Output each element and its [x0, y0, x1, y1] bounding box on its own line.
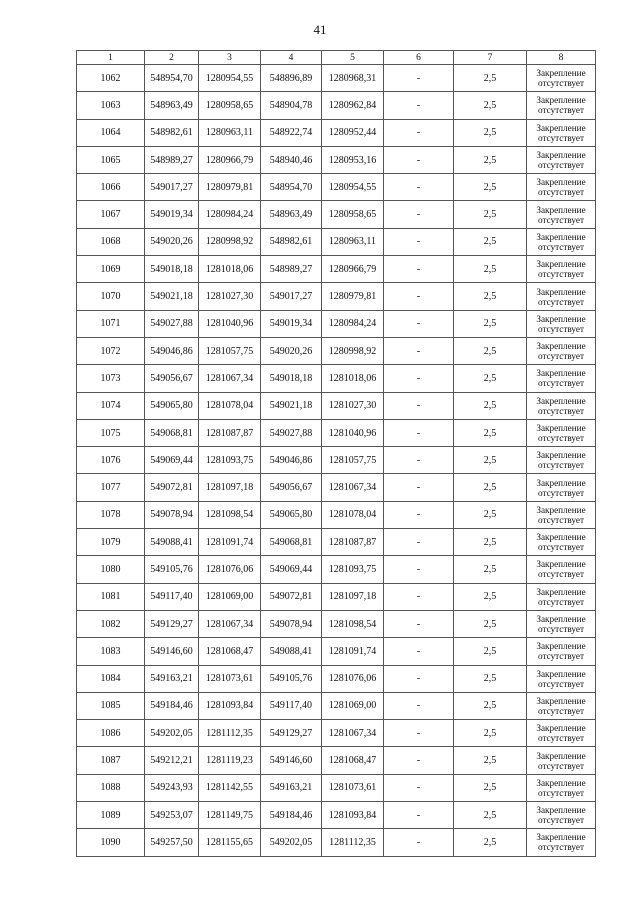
table-cell: 1281098,54	[199, 501, 261, 528]
table-cell: 549017,27	[145, 174, 199, 201]
table-cell: -	[384, 419, 454, 446]
table-row	[77, 556, 596, 583]
table-cell: 1280966,79	[199, 146, 261, 173]
table-cell: Закрепление отсутствует	[527, 392, 596, 419]
table-cell: 1281093,84	[199, 692, 261, 719]
table-row	[77, 92, 596, 119]
table-cell: 549027,88	[261, 419, 322, 446]
table-cell: 2,5	[454, 692, 527, 719]
table-cell: 1081	[77, 583, 145, 610]
table-cell: 2,5	[454, 447, 527, 474]
table-cell: 1280952,44	[322, 119, 384, 146]
table-row	[77, 65, 596, 92]
table-row	[77, 447, 596, 474]
table-cell: 2,5	[454, 638, 527, 665]
table-cell: 549202,05	[261, 829, 322, 856]
table-cell: -	[384, 665, 454, 692]
table-cell: 549046,86	[261, 447, 322, 474]
table-row	[77, 119, 596, 146]
column-header: 4	[261, 51, 322, 65]
table-cell: 1280984,24	[199, 201, 261, 228]
table-row	[77, 310, 596, 337]
table-cell: 549019,34	[145, 201, 199, 228]
table-cell: Закрепление отсутствует	[527, 774, 596, 801]
table-cell: Закрепление отсутствует	[527, 665, 596, 692]
table-cell: -	[384, 119, 454, 146]
table-cell: 549072,81	[145, 474, 199, 501]
table-cell: Закрепление отсутствует	[527, 283, 596, 310]
table-cell: 1077	[77, 474, 145, 501]
table-cell: Закрепление отсутствует	[527, 802, 596, 829]
table-cell: 1083	[77, 638, 145, 665]
table-cell: 2,5	[454, 65, 527, 92]
table-cell: 1088	[77, 774, 145, 801]
table-cell: 1280966,79	[322, 256, 384, 283]
table-cell: 548982,61	[261, 228, 322, 255]
table-cell: 548989,27	[261, 256, 322, 283]
table-cell: 1281087,87	[199, 419, 261, 446]
table-cell: 549163,21	[145, 665, 199, 692]
table-cell: -	[384, 174, 454, 201]
table-cell: 1281027,30	[322, 392, 384, 419]
table-cell: 548963,49	[145, 92, 199, 119]
table-cell: 1281067,34	[322, 720, 384, 747]
table-cell: 549068,81	[145, 419, 199, 446]
table-row	[77, 774, 596, 801]
table-cell: -	[384, 228, 454, 255]
table-cell: 548982,61	[145, 119, 199, 146]
table-cell: Закрепление отсутствует	[527, 256, 596, 283]
table-cell: -	[384, 283, 454, 310]
table-cell: -	[384, 556, 454, 583]
table-cell: 549184,46	[145, 692, 199, 719]
table-cell: 1281078,04	[322, 501, 384, 528]
table-cell: 1280954,55	[199, 65, 261, 92]
table-cell: 1085	[77, 692, 145, 719]
table-cell: 549046,86	[145, 337, 199, 364]
table-cell: 549017,27	[261, 283, 322, 310]
table-cell: 1068	[77, 228, 145, 255]
table-cell: Закрепление отсутствует	[527, 583, 596, 610]
table-row	[77, 174, 596, 201]
table-cell: 1281093,75	[322, 556, 384, 583]
table-cell: 549078,94	[145, 501, 199, 528]
table-row	[77, 829, 596, 856]
table-cell: 1280979,81	[322, 283, 384, 310]
table-cell: 1281142,55	[199, 774, 261, 801]
table-cell: 1071	[77, 310, 145, 337]
table-cell: 1089	[77, 802, 145, 829]
table-cell: Закрепление отсутствует	[527, 474, 596, 501]
coordinates-table	[76, 50, 596, 857]
table-cell: 549069,44	[145, 447, 199, 474]
table-cell: 549020,26	[261, 337, 322, 364]
table-cell: 549202,05	[145, 720, 199, 747]
table-cell: 2,5	[454, 310, 527, 337]
table-cell: 1280962,84	[322, 92, 384, 119]
column-header: 5	[322, 51, 384, 65]
table-cell: -	[384, 829, 454, 856]
table-cell: Закрепление отсутствует	[527, 228, 596, 255]
table-cell: 1280968,31	[322, 65, 384, 92]
column-header: 3	[199, 51, 261, 65]
table-cell: -	[384, 529, 454, 556]
table-cell: 1281093,75	[199, 447, 261, 474]
table-cell: 1281093,84	[322, 802, 384, 829]
table-cell: 549088,41	[145, 529, 199, 556]
table-cell: 549020,26	[145, 228, 199, 255]
table-cell: Закрепление отсутствует	[527, 638, 596, 665]
table-cell: Закрепление отсутствует	[527, 92, 596, 119]
table-cell: 1281097,18	[199, 474, 261, 501]
table-cell: Закрепление отсутствует	[527, 365, 596, 392]
table-cell: 1067	[77, 201, 145, 228]
column-header: 8	[527, 51, 596, 65]
table-cell: 2,5	[454, 610, 527, 637]
table-row	[77, 201, 596, 228]
table-cell: 549056,67	[261, 474, 322, 501]
table-cell: -	[384, 802, 454, 829]
table-cell: -	[384, 92, 454, 119]
table-row	[77, 365, 596, 392]
table-cell: 1086	[77, 720, 145, 747]
table-cell: 1066	[77, 174, 145, 201]
table-row	[77, 501, 596, 528]
table-cell: 1063	[77, 92, 145, 119]
table-cell: 1072	[77, 337, 145, 364]
table-cell: 1062	[77, 65, 145, 92]
table-cell: 549129,27	[145, 610, 199, 637]
table-cell: 549018,18	[261, 365, 322, 392]
table-cell: 2,5	[454, 419, 527, 446]
table-cell: 1281155,65	[199, 829, 261, 856]
table-cell: 1280953,16	[322, 146, 384, 173]
table-cell: -	[384, 474, 454, 501]
table-cell: Закрепление отсутствует	[527, 829, 596, 856]
table-cell: 1280998,92	[199, 228, 261, 255]
table-cell: 1281057,75	[322, 447, 384, 474]
table-cell: 2,5	[454, 529, 527, 556]
table-cell: 2,5	[454, 228, 527, 255]
table-cell: -	[384, 501, 454, 528]
table-cell: 549184,46	[261, 802, 322, 829]
table-cell: 2,5	[454, 174, 527, 201]
table-cell: 1280963,11	[199, 119, 261, 146]
table-cell: 2,5	[454, 556, 527, 583]
table-cell: 2,5	[454, 774, 527, 801]
table-cell: Закрепление отсутствует	[527, 447, 596, 474]
table-cell: 548904,78	[261, 92, 322, 119]
table-cell: 1070	[77, 283, 145, 310]
table-cell: 1280958,65	[199, 92, 261, 119]
table-cell: 549105,76	[261, 665, 322, 692]
table-cell: Закрепление отсутствует	[527, 720, 596, 747]
table-cell: 548922,74	[261, 119, 322, 146]
table-cell: 1281098,54	[322, 610, 384, 637]
table-cell: 2,5	[454, 365, 527, 392]
table-cell: 1069	[77, 256, 145, 283]
table-cell: Закрепление отсутствует	[527, 419, 596, 446]
table-cell: 2,5	[454, 146, 527, 173]
table-cell: 549068,81	[261, 529, 322, 556]
table-cell: 1281057,75	[199, 337, 261, 364]
table-row	[77, 638, 596, 665]
table-cell: 549257,50	[145, 829, 199, 856]
table-cell: 549027,88	[145, 310, 199, 337]
table-cell: 1281091,74	[322, 638, 384, 665]
table-cell: 549078,94	[261, 610, 322, 637]
table-header-row	[77, 51, 596, 65]
table-cell: 2,5	[454, 256, 527, 283]
table-cell: 2,5	[454, 720, 527, 747]
table-cell: 549253,07	[145, 802, 199, 829]
table-cell: 1281068,47	[199, 638, 261, 665]
table-cell: 1080	[77, 556, 145, 583]
table-cell: 1280963,11	[322, 228, 384, 255]
page-number: 41	[313, 22, 327, 37]
table-cell: 2,5	[454, 392, 527, 419]
table-cell: -	[384, 201, 454, 228]
table-cell: Закрепление отсутствует	[527, 65, 596, 92]
table-row	[77, 256, 596, 283]
table-cell: 548896,89	[261, 65, 322, 92]
table-cell: 548963,49	[261, 201, 322, 228]
table-cell: 549018,18	[145, 256, 199, 283]
table-row	[77, 474, 596, 501]
table-cell: 1076	[77, 447, 145, 474]
table-body	[77, 65, 596, 857]
table-cell: Закрепление отсутствует	[527, 556, 596, 583]
table-cell: 1281149,75	[199, 802, 261, 829]
table-cell: 2,5	[454, 501, 527, 528]
table-row	[77, 529, 596, 556]
table-cell: -	[384, 310, 454, 337]
table-cell: 549056,67	[145, 365, 199, 392]
table-cell: 1078	[77, 501, 145, 528]
table-cell: 2,5	[454, 665, 527, 692]
table-cell: 549212,21	[145, 747, 199, 774]
table-cell: 1281027,30	[199, 283, 261, 310]
table-cell: 549146,60	[145, 638, 199, 665]
table-cell: 1281069,00	[199, 583, 261, 610]
table-cell: 1090	[77, 829, 145, 856]
table-row	[77, 665, 596, 692]
table-cell: 548954,70	[145, 65, 199, 92]
table-cell: -	[384, 337, 454, 364]
table-cell: 549069,44	[261, 556, 322, 583]
table-row	[77, 747, 596, 774]
table-cell: -	[384, 65, 454, 92]
table-cell: 1280958,65	[322, 201, 384, 228]
table-cell: 548940,46	[261, 146, 322, 173]
table-cell: 1065	[77, 146, 145, 173]
table-cell: 2,5	[454, 92, 527, 119]
table-cell: 549163,21	[261, 774, 322, 801]
table-row	[77, 802, 596, 829]
table-cell: 549117,40	[145, 583, 199, 610]
table-cell: 1281119,23	[199, 747, 261, 774]
table-cell: 2,5	[454, 829, 527, 856]
table-cell: 1281112,35	[322, 829, 384, 856]
table-cell: 2,5	[454, 283, 527, 310]
table-cell: 1281076,06	[199, 556, 261, 583]
table-cell: -	[384, 692, 454, 719]
table-cell: 2,5	[454, 583, 527, 610]
table-cell: 549019,34	[261, 310, 322, 337]
table-cell: 549146,60	[261, 747, 322, 774]
table-cell: -	[384, 392, 454, 419]
table-cell: 1281078,04	[199, 392, 261, 419]
table-cell: Закрепление отсутствует	[527, 692, 596, 719]
table-cell: 549243,93	[145, 774, 199, 801]
table-cell: 1079	[77, 529, 145, 556]
table-cell: 1281018,06	[199, 256, 261, 283]
table-cell: 1281087,87	[322, 529, 384, 556]
table-cell: 548954,70	[261, 174, 322, 201]
column-header: 1	[77, 51, 145, 65]
table-row	[77, 610, 596, 637]
table-cell: 549129,27	[261, 720, 322, 747]
table-row	[77, 583, 596, 610]
table-cell: 549072,81	[261, 583, 322, 610]
table-row	[77, 392, 596, 419]
table-row	[77, 283, 596, 310]
table-cell: 2,5	[454, 802, 527, 829]
table-cell: 549088,41	[261, 638, 322, 665]
table-cell: -	[384, 747, 454, 774]
table-cell: 2,5	[454, 201, 527, 228]
table-cell: Закрепление отсутствует	[527, 529, 596, 556]
column-header: 7	[454, 51, 527, 65]
column-header: 2	[145, 51, 199, 65]
table-row	[77, 337, 596, 364]
table-cell: 1281069,00	[322, 692, 384, 719]
table-cell: 548989,27	[145, 146, 199, 173]
table-cell: 1281073,61	[322, 774, 384, 801]
table-cell: 1087	[77, 747, 145, 774]
table-cell: -	[384, 447, 454, 474]
table-cell: -	[384, 720, 454, 747]
table-cell: 1281040,96	[199, 310, 261, 337]
table-cell: 1280979,81	[199, 174, 261, 201]
table-cell: Закрепление отсутствует	[527, 201, 596, 228]
table-row	[77, 720, 596, 747]
table-cell: -	[384, 638, 454, 665]
table-cell: 1281091,74	[199, 529, 261, 556]
table-cell: Закрепление отсутствует	[527, 610, 596, 637]
table-cell: 1281067,34	[199, 610, 261, 637]
table-cell: 1074	[77, 392, 145, 419]
table-cell: Закрепление отсутствует	[527, 146, 596, 173]
table-cell: -	[384, 256, 454, 283]
table-cell: -	[384, 583, 454, 610]
table-row	[77, 419, 596, 446]
table-cell: 2,5	[454, 747, 527, 774]
table-cell: 1281112,35	[199, 720, 261, 747]
table-cell: 1280984,24	[322, 310, 384, 337]
table-cell: 549021,18	[145, 283, 199, 310]
table-row	[77, 228, 596, 255]
table-cell: 2,5	[454, 474, 527, 501]
table-cell: 549065,80	[145, 392, 199, 419]
table-cell: 1073	[77, 365, 145, 392]
table-cell: 549105,76	[145, 556, 199, 583]
table-cell: -	[384, 365, 454, 392]
table-cell: 1281076,06	[322, 665, 384, 692]
table-cell: Закрепление отсутствует	[527, 119, 596, 146]
table-cell: 1084	[77, 665, 145, 692]
table-cell: 1075	[77, 419, 145, 446]
table-cell: 1280998,92	[322, 337, 384, 364]
table-cell: 549117,40	[261, 692, 322, 719]
table-cell: 1280954,55	[322, 174, 384, 201]
table-cell: Закрепление отсутствует	[527, 501, 596, 528]
table-cell: -	[384, 774, 454, 801]
table-cell: Закрепление отсутствует	[527, 337, 596, 364]
table-cell: 2,5	[454, 119, 527, 146]
table-cell: 1281067,34	[322, 474, 384, 501]
table-cell: 1281097,18	[322, 583, 384, 610]
table-cell: 1082	[77, 610, 145, 637]
table-cell: Закрепление отсутствует	[527, 310, 596, 337]
table-cell: 1281018,06	[322, 365, 384, 392]
column-header: 6	[384, 51, 454, 65]
table-cell: 1281067,34	[199, 365, 261, 392]
table-row	[77, 146, 596, 173]
table-cell: 1281068,47	[322, 747, 384, 774]
table-cell: -	[384, 610, 454, 637]
table-cell: Закрепление отсутствует	[527, 174, 596, 201]
table-cell: 2,5	[454, 337, 527, 364]
table-cell: 549021,18	[261, 392, 322, 419]
table-cell: 549065,80	[261, 501, 322, 528]
table-cell: -	[384, 146, 454, 173]
table-cell: 1281040,96	[322, 419, 384, 446]
table-cell: 1281073,61	[199, 665, 261, 692]
table-cell: 1064	[77, 119, 145, 146]
table-row	[77, 692, 596, 719]
table-cell: Закрепление отсутствует	[527, 747, 596, 774]
